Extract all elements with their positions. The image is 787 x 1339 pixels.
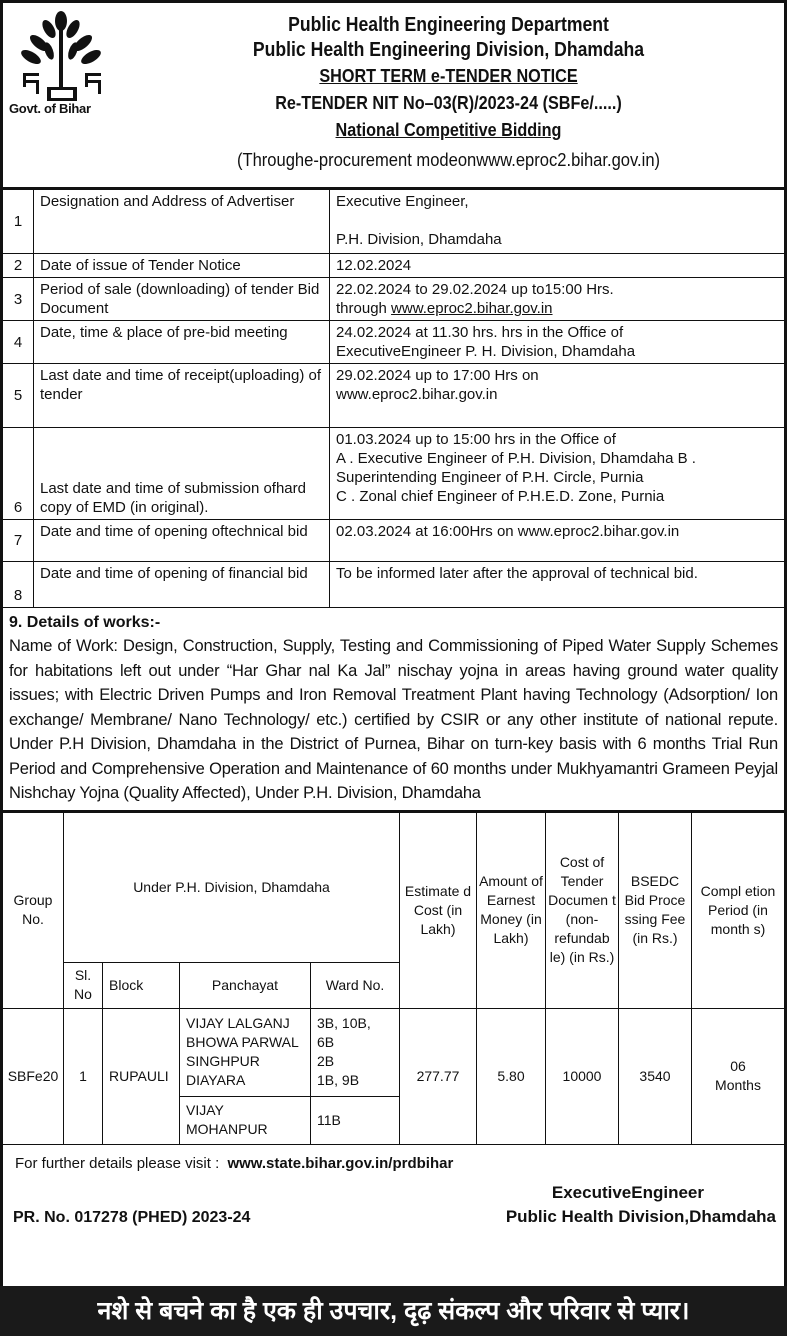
value-line: ExecutiveEngineer P. H. Division, Dhamdaha: [336, 343, 636, 360]
bsedc-fee: 3540: [619, 1008, 692, 1144]
row-label: Date of issue of Tender Notice: [34, 254, 330, 278]
row-label: Date and time of opening oftechnical bid: [34, 520, 330, 562]
value-line: To be informed later after the approval of technical bid.: [336, 565, 698, 582]
row-value: [330, 428, 785, 520]
department-title: Public Health Engineering Department: [288, 14, 609, 36]
works-heading: 9. Details of works:-: [9, 614, 161, 631]
row-number: 2: [3, 254, 34, 278]
row-label: Period of sale (downloading) of tender Bid Document: [34, 278, 330, 321]
row-label: Date and time of opening of financial bid: [34, 562, 330, 608]
cell-line: 06: [730, 1058, 746, 1074]
table-row: [3, 562, 784, 608]
tender-info-table: [3, 189, 784, 608]
row-value: [330, 520, 785, 562]
works-details: [3, 608, 784, 812]
cell-line: BHOWA PARWAL: [186, 1034, 299, 1050]
table-row: [3, 254, 784, 278]
logo-caption: Govt. of Bihar: [9, 101, 91, 116]
row-value: [330, 364, 785, 428]
value-line: 02.03.2024 at 16:00Hrs on www.eproc2.bihar.gov.in: [336, 523, 680, 540]
value-line: 01.03.2024 up to 15:00 hrs in the Office of: [336, 431, 616, 448]
cell-line: 3B, 10B,: [317, 1015, 371, 1031]
row-number: 6: [3, 428, 34, 520]
header-panchayat: Panchayat: [180, 962, 311, 1008]
notice-header: [3, 3, 784, 189]
table-row: [3, 520, 784, 562]
row-number: 3: [3, 278, 34, 321]
visit-label: For further details please visit :: [15, 1154, 220, 1172]
table-row: [3, 190, 784, 254]
group-no: SBFe20: [3, 1008, 64, 1144]
value-line: A . Executive Engineer of P.H. Division, Dhamdaha B .: [336, 450, 696, 467]
earnest-money: 5.80: [477, 1008, 546, 1144]
row-number: 4: [3, 321, 34, 364]
tender-doc-cost: 10000: [546, 1008, 619, 1144]
row-number: 5: [3, 364, 34, 428]
completion-period: [692, 1008, 785, 1144]
cell-line: 6B: [317, 1034, 335, 1050]
notice-footer: [3, 1145, 784, 1241]
table-row: [3, 321, 784, 364]
table-row: [3, 278, 784, 321]
panchayat-list: [180, 1096, 311, 1144]
header-block: Block: [103, 962, 180, 1008]
header-ward: Ward No.: [311, 962, 400, 1008]
visit-link[interactable]: www.state.bihar.gov.in/prdbihar: [227, 1154, 454, 1172]
header-sl-no: Sl. No: [64, 962, 103, 1008]
works-description: Name of Work: Design, Construction, Supply, Testing and Commissioning of Piped Water Supply Schemes for habitations left out under “Har Ghar nal Ka Jal” nischay yojna in areas having ground water quality issues; with Electric Driven Pumps and Iron Removal Treatment Plant having Technology (Adsorption/ Ion exchange/ Membrane/ Nano Technology/ etc.) certified by CSIR or any other institute of national repute. Under P.H Division, Dhamdaha in the District of Purnea, Bihar on turn-key basis with 6 months Trial Run Period and Comprehensive Operation and Maintenance of 60 months under Mukhyamantri Grameen Peyjal Nishchay Yojna (Quality Affected), Under P.H. Division, Dhamdaha: [9, 637, 778, 802]
bidding-type: National Competitive Bidding: [335, 120, 562, 140]
row-number: 1: [3, 190, 34, 254]
value-line: 12.02.2024: [336, 257, 412, 274]
row-value: [330, 562, 785, 608]
header-emd: Amount of Earnest Money (in Lakh): [477, 812, 546, 1008]
row-label: Last date and time of submission ofhard copy of EMD (in original).: [34, 428, 330, 520]
signatory-office: Public Health Division,Dhamdaha: [505, 1206, 776, 1226]
table-row: [3, 364, 784, 428]
pr-number: PR. No. 017278 (PHED) 2023-24: [13, 1208, 251, 1226]
value-line: C . Zonal chief Engineer of P.H.E.D. Zone, Purnia: [336, 488, 665, 505]
table-row: [3, 1008, 784, 1096]
cell-line: Months: [715, 1077, 761, 1093]
header-estimate: Estimate d Cost (in Lakh): [400, 812, 477, 1008]
procurement-mode: (Throughe-procurement modeonwww.eproc2.bihar.gov.in): [236, 150, 661, 170]
header-bsedc-fee: BSEDC Bid Proce ssing Fee (in Rs.): [619, 812, 692, 1008]
block-name: RUPAULI: [103, 1008, 180, 1144]
row-number: 7: [3, 520, 34, 562]
header-division: Under P.H. Division, Dhamdaha: [64, 812, 400, 962]
further-details: [15, 1155, 453, 1172]
row-value: [330, 321, 785, 364]
row-number: 8: [3, 562, 34, 608]
row-label: Designation and Address of Advertiser: [34, 190, 330, 254]
ward-list: 11B: [311, 1096, 400, 1144]
value-line: Executive Engineer,: [336, 193, 469, 210]
value-line: Superintending Engineer of P.H. Circle, Purnia: [336, 469, 644, 486]
cell-line: 2B: [317, 1053, 335, 1069]
value-line: [336, 211, 778, 230]
header-completion: Compl etion Period (in month s): [692, 812, 785, 1008]
cell-line: VIJAY LALGANJ: [186, 1015, 290, 1031]
title-block: [113, 13, 784, 176]
row-value: [330, 278, 785, 321]
ward-list: [311, 1008, 400, 1096]
nit-number: Re-TENDER NIT No–03(R)/2023-24 (SBFe/.....): [275, 93, 622, 113]
estimated-cost: 277.77: [400, 1008, 477, 1144]
work-groups-table: [3, 812, 784, 1145]
value-line: 29.02.2024 up to 17:00 Hrs on: [336, 367, 539, 384]
eproc-link[interactable]: www.eproc2.bihar.gov.in: [391, 300, 553, 317]
row-value: [330, 190, 785, 254]
notice-title: SHORT TERM e-TENDER NOTICE: [319, 66, 578, 86]
header-tender-cost: Cost of Tender Documen t (non-refundab le) (in Rs.): [546, 812, 619, 1008]
value-line: P.H. Division, Dhamdaha: [336, 231, 502, 248]
cell-line: VIJAY: [186, 1102, 224, 1118]
value-line: 22.02.2024 to 29.02.2024 up to15:00 Hrs.: [336, 281, 614, 298]
header-group-no: Group No.: [3, 812, 64, 1008]
row-label: Date, time & place of pre-bid meeting: [34, 321, 330, 364]
value-line: www.eproc2.bihar.gov.in: [336, 386, 498, 403]
cell-line: 1B, 9B: [317, 1072, 360, 1088]
division-title: Public Health Engineering Division, Dhamdaha: [252, 39, 645, 61]
cell-line: DIAYARA: [186, 1072, 246, 1088]
cell-line: MOHANPUR: [186, 1121, 268, 1137]
panchayat-list: [180, 1008, 311, 1096]
row-label: Last date and time of receipt(uploading) of tender: [34, 364, 330, 428]
row-value: [330, 254, 785, 278]
sl-no: 1: [64, 1008, 103, 1144]
hindi-slogan-banner: नशे से बचने का है एक ही उपचार, दृढ़ संकल्प और परिवार से प्यार।: [0, 1286, 787, 1336]
cell-line: SINGHPUR: [186, 1053, 260, 1069]
value-line: 24.02.2024 at 11.30 hrs. hrs in the Office of: [336, 324, 624, 341]
value-prefix: through: [336, 300, 392, 317]
table-row: [3, 428, 784, 520]
signatory-title: ExecutiveEngineer: [551, 1182, 704, 1202]
